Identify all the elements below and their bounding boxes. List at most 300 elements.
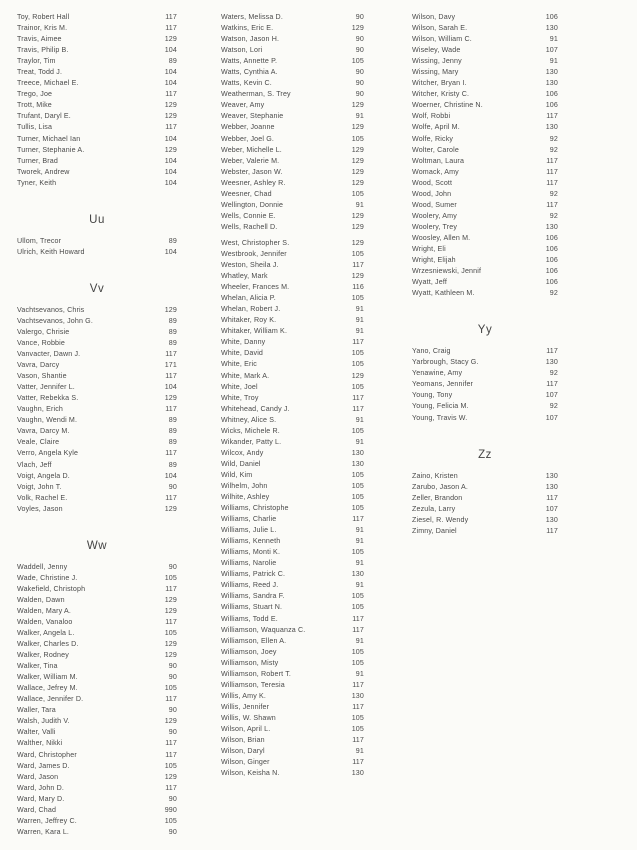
entry-name: Whitehead, Candy J. [221,404,290,413]
index-entry [221,260,364,271]
entry-name: Walker, William M. [17,673,78,682]
entry-name: Weaver, Stephanie [221,112,284,121]
entry-name: Walter, Valli [17,728,56,737]
entry-name: Wolter, Carole [412,145,459,154]
entry-name: Walker, Tina [17,662,58,671]
entry-name: Watson, Jason H. [221,35,280,44]
entry-page-number: 117 [165,372,177,381]
index-entry [221,200,364,211]
entry-page-number: 91 [355,327,364,336]
entry-name: Webber, Joanne [221,123,275,132]
entry-page-number: 129 [164,101,177,110]
index-entry [17,816,177,827]
index-entry [221,156,364,167]
entry-name: Ward, Christopher [17,750,77,759]
index-entry [412,156,558,167]
entry-page-number: 90 [355,68,364,77]
entry-name: Warren, Jeffrey C. [17,816,77,825]
entry-page-number: 104 [164,134,177,143]
entry-name: Weesner, Chad [221,189,272,198]
index-entry [412,167,558,178]
entry-name: Watts, Cynthia A. [221,68,278,77]
list-group [17,562,177,838]
entry-page-number: 129 [164,394,177,403]
entry-name: Yeomans, Jennifer [412,380,474,389]
entry-page-number: 91 [355,581,364,590]
entry-page-number: 129 [164,772,177,781]
entry-page-number: 105 [164,573,177,582]
entry-page-number: 90 [355,90,364,99]
index-entry [17,761,177,772]
index-entry [412,244,558,255]
index-entry [221,315,364,326]
index-entry [221,178,364,189]
index-entry [17,247,177,258]
entry-name: Waters, Melissa D. [221,13,283,21]
entry-page-number: 129 [164,305,177,314]
entry-page-number: 105 [351,481,364,490]
entry-name: Vance, Robbie [17,338,65,347]
entry-name: Zimny, Daniel [412,526,457,535]
index-entry [221,503,364,514]
entry-page-number: 91 [355,747,364,756]
entry-page-number: 129 [164,717,177,726]
list-group [17,12,177,189]
list-group [221,12,364,233]
index-entry [17,145,177,156]
entry-name: White, Joel [221,382,258,391]
entry-name: Wood, Scott [412,178,453,187]
entry-name: Witcher, Kristy C. [412,90,470,99]
index-entry [412,200,558,211]
entry-page-number: 117 [352,680,364,689]
entry-name: Wicks, Michele R. [221,426,280,435]
index-entry [17,716,177,727]
entry-name: Walsh, Judith V. [17,717,70,726]
index-entry [221,746,364,757]
entry-page-number: 117 [165,493,177,502]
index-entry [221,78,364,89]
index-column-3 [412,12,558,537]
index-entry [17,156,177,167]
entry-name: Wellington, Donnie [221,200,284,209]
entry-page-number: 117 [165,783,177,792]
index-entry [221,558,364,569]
entry-name: Wild, Daniel [221,459,261,468]
index-entry [221,702,364,713]
index-entry [221,669,364,680]
entry-page-number: 117 [352,261,364,270]
index-entry [221,647,364,658]
entry-name: Yano, Craig [412,347,451,356]
index-entry [221,89,364,100]
entry-page-number: 990 [164,805,177,814]
entry-page-number: 91 [549,35,558,44]
entry-name: Wilhelm, John [221,481,268,490]
index-entry [17,573,177,584]
index-entry [412,67,558,78]
entry-name: West, Christopher S. [221,238,290,247]
entry-page-number: 117 [546,380,558,389]
index-entry [221,580,364,591]
index-entry [17,23,177,34]
entry-name: Tullis, Lisa [17,123,53,132]
entry-page-number: 117 [165,617,177,626]
entry-name: Wallace, Jennifer D. [17,695,84,704]
index-entry [221,56,364,67]
index-entry [17,89,177,100]
index-entry [412,288,558,299]
entry-name: Vason, Shantie [17,372,67,381]
entry-page-number: 104 [164,156,177,165]
entry-page-number: 105 [351,647,364,656]
entry-page-number: 89 [168,460,177,469]
entry-page-number: 92 [549,211,558,220]
entry-name: Toy, Robert Hall [17,13,70,21]
index-entry [17,67,177,78]
entry-page-number: 117 [546,167,558,176]
entry-page-number: 91 [355,316,364,325]
entry-page-number: 129 [164,112,177,121]
index-entry [412,134,558,145]
entry-page-number: 117 [165,13,177,21]
entry-page-number: 129 [164,35,177,44]
entry-name: Whitney, Alice S. [221,415,277,424]
index-entry [221,12,364,23]
entry-page-number: 90 [168,482,177,491]
entry-page-number: 89 [168,327,177,336]
index-entry [17,794,177,805]
entry-name: Voyles, Jason [17,504,63,513]
entry-name: Wilcox, Andy [221,448,264,457]
index-entry [17,650,177,661]
index-entry [17,772,177,783]
entry-name: Wilson, Daryl [221,747,265,756]
entry-page-number: 105 [351,548,364,557]
entry-name: Walden, Vanaloo [17,617,73,626]
index-entry [412,515,558,526]
entry-name: Vaughn, Erich [17,405,63,414]
index-entry [17,305,177,316]
entry-page-number: 105 [351,713,364,722]
entry-name: Wells, Rachell D. [221,222,278,231]
entry-name: Ward, Mary D. [17,794,65,803]
entry-name: Ulrich, Keith Howard [17,247,85,256]
index-entry [221,602,364,613]
entry-name: Walden, Dawn [17,595,65,604]
index-entry [17,738,177,749]
entry-name: Vatter, Jennifer L. [17,383,75,392]
entry-page-number: 129 [351,101,364,110]
index-entry [17,360,177,371]
entry-name: Williams, Sandra F. [221,592,285,601]
entry-page-number: 91 [355,669,364,678]
index-entry [17,415,177,426]
entry-page-number: 129 [164,504,177,513]
entry-page-number: 129 [351,24,364,33]
entry-page-number: 117 [165,350,177,359]
entry-name: Yarbrough, Stacy G. [412,358,479,367]
index-entry [412,233,558,244]
entry-name: Willis, W. Shawn [221,713,276,722]
index-entry [221,393,364,404]
entry-page-number: 90 [355,79,364,88]
index-entry [221,211,364,222]
index-entry [221,536,364,547]
index-entry [17,460,177,471]
entry-name: Turner, Michael Ian [17,134,81,143]
entry-page-number: 117 [165,739,177,748]
section-header-vv: Vv [89,282,105,295]
entry-page-number: 130 [351,691,364,700]
entry-name: Trego, Joe [17,90,53,99]
entry-name: Ziesel, R. Wendy [412,515,469,524]
entry-page-number: 90 [355,13,364,21]
entry-name: Wilson, Davy [412,13,456,21]
entry-page-number: 89 [168,316,177,325]
entry-name: Vachtsevanos, John G. [17,316,93,325]
entry-name: Ullom, Trecor [17,236,62,245]
entry-page-number: 130 [545,515,558,524]
index-entry [412,255,558,266]
index-entry [17,504,177,515]
entry-page-number: 105 [351,493,364,502]
index-entry [17,617,177,628]
entry-name: Waddell, Jenny [17,562,68,571]
entry-name: Wilson, Brian [221,736,265,745]
entry-name: Warren, Kara L. [17,827,70,836]
entry-name: Trainor, Kris M. [17,24,68,33]
entry-name: Zaino, Kristen [412,471,458,480]
entry-page-number: 91 [355,437,364,446]
entry-page-number: 129 [164,606,177,615]
entry-name: Tyner, Keith [17,178,57,187]
entry-page-number: 105 [351,470,364,479]
entry-name: Turner, Stephanie A. [17,145,85,154]
entry-page-number: 92 [549,189,558,198]
entry-name: Vachtsevanos, Chris [17,305,85,314]
entry-name: Weber, Michelle L. [221,145,282,154]
entry-name: Woolery, Amy [412,211,457,220]
entry-page-number: 130 [545,358,558,367]
entry-page-number: 130 [545,24,558,33]
entry-page-number: 89 [168,338,177,347]
index-entry [412,390,558,401]
entry-page-number: 129 [351,371,364,380]
index-entry [17,178,177,189]
index-entry [412,266,558,277]
entry-name: Wilson, William C. [412,35,472,44]
entry-page-number: 130 [545,222,558,231]
entry-page-number: 129 [164,145,177,154]
entry-name: Wolfe, Ricky [412,134,454,143]
entry-name: Wilson, Keisha N. [221,769,280,778]
entry-name: Vavra, Darcy M. [17,427,70,436]
entry-page-number: 91 [355,636,364,645]
index-entry [412,368,558,379]
index-entry [17,393,177,404]
entry-page-number: 107 [545,504,558,513]
entry-name: Wood, John [412,189,452,198]
entry-page-number: 105 [351,592,364,601]
index-entry [221,359,364,370]
index-entry [17,783,177,794]
entry-page-number: 117 [352,404,364,413]
entry-page-number: 130 [351,448,364,457]
entry-name: Wade, Christine J. [17,573,78,582]
index-entry [221,404,364,415]
entry-name: Wyatt, Jeff [412,278,447,287]
entry-name: Ward, John D. [17,783,65,792]
entry-name: Whatley, Mark [221,272,268,281]
entry-page-number: 105 [351,382,364,391]
entry-name: Young, Tony [412,391,453,400]
index-entry [412,401,558,412]
entry-name: Traylor, Tim [17,57,56,66]
entry-page-number: 117 [165,695,177,704]
index-entry [17,750,177,761]
index-entry [412,178,558,189]
entry-page-number: 107 [545,413,558,422]
entry-name: Whelan, Robert J. [221,305,281,314]
entry-name: Williams, Charlie [221,515,277,524]
index-entry [17,471,177,482]
entry-name: Williams, Narolie [221,559,277,568]
entry-page-number: 117 [352,338,364,347]
entry-page-number: 116 [352,283,364,292]
entry-page-number: 117 [165,449,177,458]
entry-page-number: 117 [352,736,364,745]
entry-page-number: 117 [546,156,558,165]
entry-page-number: 117 [165,584,177,593]
entry-page-number: 130 [545,123,558,132]
entry-name: Volk, Rachel E. [17,493,68,502]
entry-page-number: 117 [165,405,177,414]
list-group [17,236,177,258]
entry-name: Williams, Christophe [221,504,289,513]
index-entry [412,89,558,100]
index-entry [412,100,558,111]
entry-page-number: 130 [545,68,558,77]
entry-page-number: 106 [545,13,558,21]
entry-page-number: 129 [351,238,364,247]
entry-name: Williams, Monti K. [221,548,281,557]
entry-page-number: 117 [352,515,364,524]
index-entry [221,45,364,56]
entry-page-number: 129 [351,178,364,187]
entry-page-number: 117 [546,347,558,356]
entry-name: Vlach, Jeff [17,460,52,469]
index-entry [221,426,364,437]
entry-name: Williamson, Joey [221,647,277,656]
entry-page-number: 91 [549,57,558,66]
index-entry [221,525,364,536]
index-entry [221,415,364,426]
entry-page-number: 104 [164,471,177,480]
entry-page-number: 129 [351,156,364,165]
entry-page-number: 90 [355,35,364,44]
entry-page-number: 129 [164,651,177,660]
entry-page-number: 91 [355,305,364,314]
entry-name: Wells, Connie E. [221,211,276,220]
entry-name: Weatherman, S. Trey [221,90,291,99]
index-entry [412,482,558,493]
entry-name: Waller, Tara [17,706,56,715]
entry-page-number: 105 [351,725,364,733]
entry-name: Webster, Jason W. [221,167,283,176]
index-entry [412,471,558,482]
entry-name: Williamson, Teresia [221,680,285,689]
entry-name: Wheeler, Frances M. [221,283,290,292]
index-entry [412,357,558,368]
entry-page-number: 129 [351,123,364,132]
index-entry [221,470,364,481]
section-header-yy: Yy [477,324,493,337]
entry-name: Witcher, Bryan I. [412,79,467,88]
entry-page-number: 91 [355,526,364,535]
index-entry [221,569,364,580]
section-header-ww: Ww [86,539,108,552]
index-entry [221,122,364,133]
index-entry [221,437,364,448]
entry-name: Voigt, John T. [17,482,62,491]
index-entry [412,23,558,34]
entry-page-number: 90 [168,562,177,571]
entry-page-number: 130 [545,79,558,88]
index-entry [221,614,364,625]
entry-page-number: 89 [168,236,177,245]
entry-name: White, Mark A. [221,371,270,380]
index-entry [17,167,177,178]
entry-page-number: 106 [545,101,558,110]
entry-name: Wolfe, April M. [412,123,460,132]
entry-name: Williams, Reed J. [221,581,279,590]
index-entry [412,122,558,133]
index-entry [412,379,558,390]
entry-name: Williamson, Misty [221,658,279,667]
entry-name: Young, Travis W. [412,413,468,422]
entry-name: Vatter, Rebekka S. [17,394,79,403]
entry-name: Wrzesniewski, Jennif [412,267,482,276]
index-entry [17,12,177,23]
entry-page-number: 90 [168,662,177,671]
entry-page-number: 105 [351,658,364,667]
entry-name: Whelan, Alicia P. [221,294,276,303]
index-entry [412,346,558,357]
entry-name: Treat, Todd J. [17,68,63,77]
entry-page-number: 92 [549,402,558,411]
entry-name: Willis, Jennifer [221,702,270,711]
entry-name: Woolery, Trey [412,222,458,231]
entry-page-number: 90 [168,728,177,737]
index-entry [221,691,364,702]
entry-page-number: 92 [549,289,558,298]
index-entry [412,56,558,67]
entry-name: Verro, Angela Kyle [17,449,79,458]
index-entry [17,45,177,56]
index-entry [221,282,364,293]
entry-page-number: 104 [164,167,177,176]
entry-page-number: 106 [545,278,558,287]
entry-page-number: 105 [164,684,177,693]
entry-page-number: 117 [165,750,177,759]
index-entry [17,595,177,606]
entry-page-number: 105 [351,603,364,612]
entry-name: Wiseley, Wade [412,46,461,55]
entry-page-number: 117 [352,393,364,402]
entry-name: Womack, Amy [412,167,459,176]
index-entry [17,122,177,133]
